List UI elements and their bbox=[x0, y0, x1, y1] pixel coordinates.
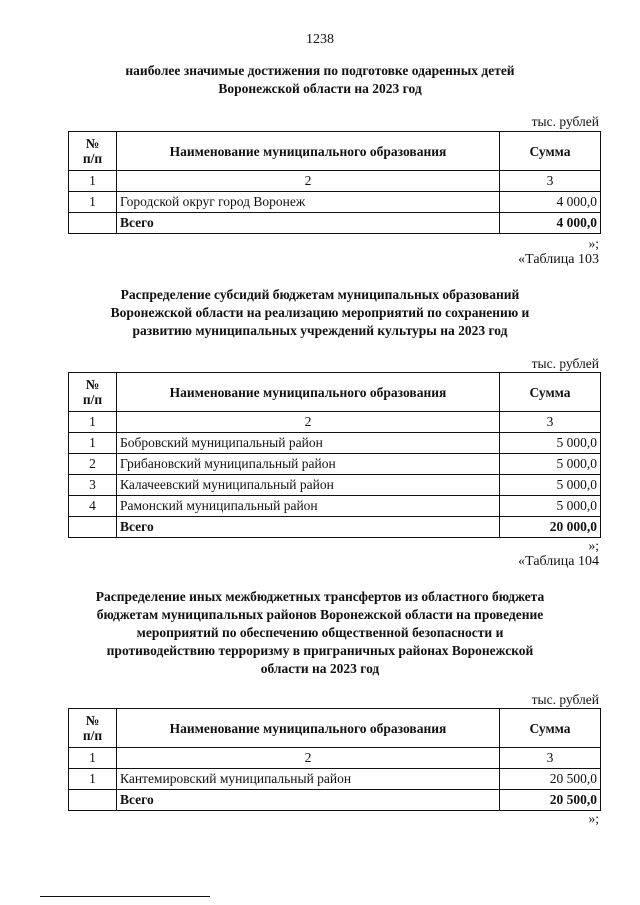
table-row: 3 Калачеевский муниципальный район 5 000,0 bbox=[69, 475, 601, 496]
header-name: Наименование муниципального образования bbox=[117, 373, 500, 412]
table-index-row: 1 2 3 bbox=[69, 748, 601, 769]
page-number: 1238 bbox=[306, 32, 334, 47]
header-sum: Сумма bbox=[500, 373, 601, 412]
table-row: 1 Бобровский муниципальный район 5 000,0 bbox=[69, 433, 601, 454]
footnote-divider bbox=[40, 896, 210, 897]
units-label: тыс. рублей bbox=[531, 356, 599, 371]
table-total-row: Всего 4 000,0 bbox=[69, 213, 601, 234]
heading-3 bbox=[80, 588, 560, 678]
table-row: 2 Грибановский муниципальный район 5 000,0 bbox=[69, 454, 601, 475]
heading-line: Распределение субсидий бюджетам муниципальных образований bbox=[120, 287, 520, 302]
heading-2 bbox=[80, 286, 560, 340]
close-quote: »; bbox=[588, 538, 599, 553]
table-header-row bbox=[69, 373, 601, 412]
heading-line: противодействию терроризму в приграничных районах Воронежской bbox=[106, 643, 534, 658]
table-label-104: «Таблица 104 bbox=[518, 554, 599, 569]
table-3 bbox=[68, 708, 601, 811]
close-quote: »; bbox=[588, 236, 599, 251]
table-total-row: Всего 20 000,0 bbox=[69, 517, 601, 538]
heading-line: наиболее значимые достижения по подготовке одаренных детей bbox=[125, 63, 515, 78]
table-index-row: 1 2 3 bbox=[69, 412, 601, 433]
header-name: Наименование муниципального образования bbox=[117, 709, 500, 748]
table-index-row: 1 2 3 bbox=[69, 171, 601, 192]
table-2 bbox=[68, 372, 601, 538]
close-quote: »; bbox=[588, 811, 599, 826]
table-header-row bbox=[69, 132, 601, 171]
table-row: 1 Городской округ город Воронеж 4 000,0 bbox=[69, 192, 601, 213]
header-num: № п/п bbox=[69, 132, 117, 171]
table-total-row: Всего 20 500,0 bbox=[69, 790, 601, 811]
units-label: тыс. рублей bbox=[531, 114, 599, 129]
table-label-103: «Таблица 103 bbox=[518, 252, 599, 267]
header-sum: Сумма bbox=[500, 132, 601, 171]
table-row: 1 Кантемировский муниципальный район 20 500,0 bbox=[69, 769, 601, 790]
table-header-row bbox=[69, 709, 601, 748]
header-num: № п/п bbox=[69, 709, 117, 748]
units-label: тыс. рублей bbox=[531, 692, 599, 707]
heading-line: Воронежской области на 2023 год bbox=[218, 81, 422, 96]
header-num: № п/п bbox=[69, 373, 117, 412]
heading-line: бюджетам муниципальных районов Воронежской области на проведение bbox=[96, 607, 544, 622]
table-row: 4 Рамонский муниципальный район 5 000,0 bbox=[69, 496, 601, 517]
header-sum: Сумма bbox=[500, 709, 601, 748]
heading-line: области на 2023 год bbox=[260, 661, 380, 676]
table-1 bbox=[68, 131, 601, 234]
heading-line: мероприятий по обеспечению общественной безопасности и bbox=[136, 625, 504, 640]
heading-line: Распределение иных межбюджетных трансфертов из областного бюджета bbox=[95, 589, 545, 604]
heading-line: Воронежской области на реализацию мероприятий по сохранению и bbox=[110, 305, 530, 320]
heading-line: развитию муниципальных учреждений культуры на 2023 год bbox=[132, 323, 508, 338]
header-name: Наименование муниципального образования bbox=[117, 132, 500, 171]
heading-1 bbox=[80, 62, 560, 98]
